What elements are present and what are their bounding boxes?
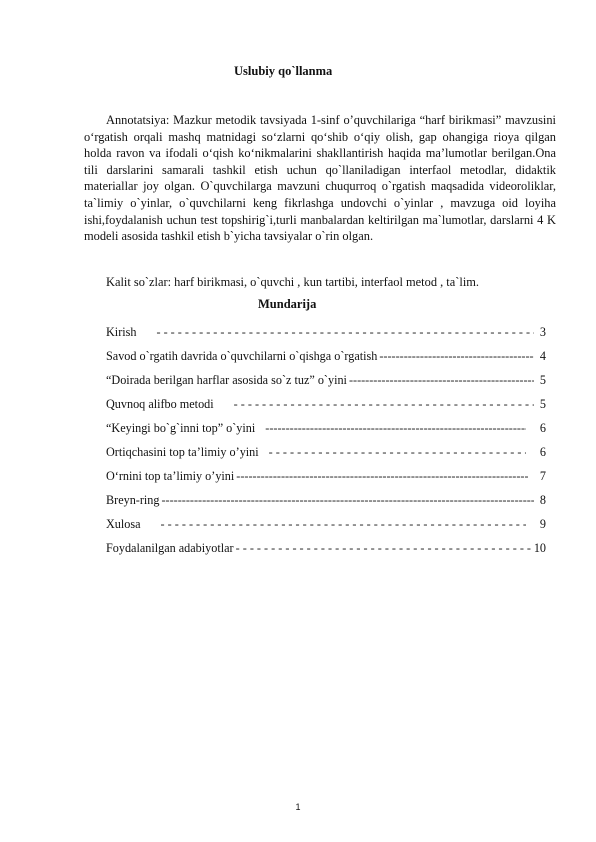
table-of-contents bbox=[106, 325, 546, 565]
page-number: 1 bbox=[295, 802, 301, 812]
toc-entry-label: “Doirada berilgan harflar asosida so`z tuz” o`yini bbox=[106, 373, 347, 387]
toc-entry-kirish[interactable] bbox=[106, 325, 546, 349]
toc-title: Mundarija bbox=[258, 297, 317, 311]
toc-entry-page: 10 bbox=[533, 541, 546, 555]
toc-leader bbox=[236, 469, 528, 484]
toc-leader bbox=[234, 397, 534, 412]
abstract-paragraph: Annotatsiya: Mazkur metodik tavsiyada 1-sinf o’quvchilariga “harf birikmasi” mavzusini o‘rgatish orqali mashq matnidagi so‘zlarni qo‘shib o‘qiy olish, gap ohangiga rioya qilgan holda ravon va ifodali o‘qish ko‘nikmalarini shakllantirish haqida ma’lumotlar berilgan.Ona tili darslarini samarali tashkil etish uchun qo`llaniladigan interfaol metodlar, didaktik materiallar joy olgan. O`quvchilarga mavzuni chuqurroq o`rgatish maqsadida videoroliklar, ta`limiy o`yinlar, o`quvchilarni keng fikrlashga undovchi o`yinlar , mavzuga oid loyiha ishi,foydalanish uchun test topshirig`i,turli manbalardan keltirilgan ma`lumotlar, darslarni 4 K modeli asosida tashkil etish b`yicha tavsiyalar o`rin olgan. bbox=[84, 113, 556, 244]
toc-leader bbox=[349, 373, 534, 388]
toc-entry-page: 9 bbox=[539, 517, 546, 531]
toc-entry-keyingi[interactable] bbox=[106, 421, 546, 445]
toc-entry-savod[interactable] bbox=[106, 349, 546, 373]
toc-entry-label: Ortiqchasini top ta’limiy o’yini bbox=[106, 445, 259, 459]
toc-entry-page: 6 bbox=[539, 421, 546, 435]
toc-entry-label: Foydalanilgan adabiyotlar bbox=[106, 541, 234, 555]
toc-entry-page: 5 bbox=[539, 397, 546, 411]
toc-entry-quvnoq[interactable] bbox=[106, 397, 546, 421]
toc-entry-page: 4 bbox=[539, 349, 546, 363]
keywords-line: Kalit so`zlar: harf birikmasi, o`quvchi , kun tartibi, interfaol metod , ta`lim. bbox=[106, 275, 479, 289]
toc-entry-page: 3 bbox=[539, 325, 546, 339]
toc-entry-label: Savod o`rgatih davrida o`quvchilarni o`qishga o`rgatish bbox=[106, 349, 378, 363]
toc-entry-page: 6 bbox=[539, 445, 546, 459]
toc-entry-page: 8 bbox=[539, 493, 546, 507]
toc-entry-label: “Keyingi bo`g`inni top” o`yini bbox=[106, 421, 256, 435]
toc-leader bbox=[161, 493, 534, 508]
toc-leader bbox=[236, 541, 532, 556]
toc-entry-foydalanilgan[interactable] bbox=[106, 541, 546, 565]
toc-leader bbox=[161, 517, 526, 532]
toc-entry-ornini[interactable] bbox=[106, 469, 546, 493]
toc-entry-label: Kirish bbox=[106, 325, 137, 339]
toc-entry-label: Xulosa bbox=[106, 517, 141, 531]
document-title: Uslubiy qo`llanma bbox=[234, 64, 333, 78]
toc-entry-label: Quvnoq alifbo metodi bbox=[106, 397, 214, 411]
toc-leader bbox=[156, 325, 534, 340]
toc-entry-page: 5 bbox=[539, 373, 546, 387]
toc-leader bbox=[269, 445, 526, 460]
toc-leader bbox=[379, 349, 534, 364]
toc-entry-label: Breyn-ring bbox=[106, 493, 160, 507]
toc-entry-page: 7 bbox=[539, 469, 546, 483]
toc-entry-breyn-ring[interactable] bbox=[106, 493, 546, 517]
toc-leader bbox=[265, 421, 526, 436]
toc-entry-ortiqchasini[interactable] bbox=[106, 445, 546, 469]
toc-entry-doirada[interactable] bbox=[106, 373, 546, 397]
toc-entry-label: O‘rnini top ta’limiy o’yini bbox=[106, 469, 235, 483]
toc-entry-xulosa[interactable] bbox=[106, 517, 546, 541]
